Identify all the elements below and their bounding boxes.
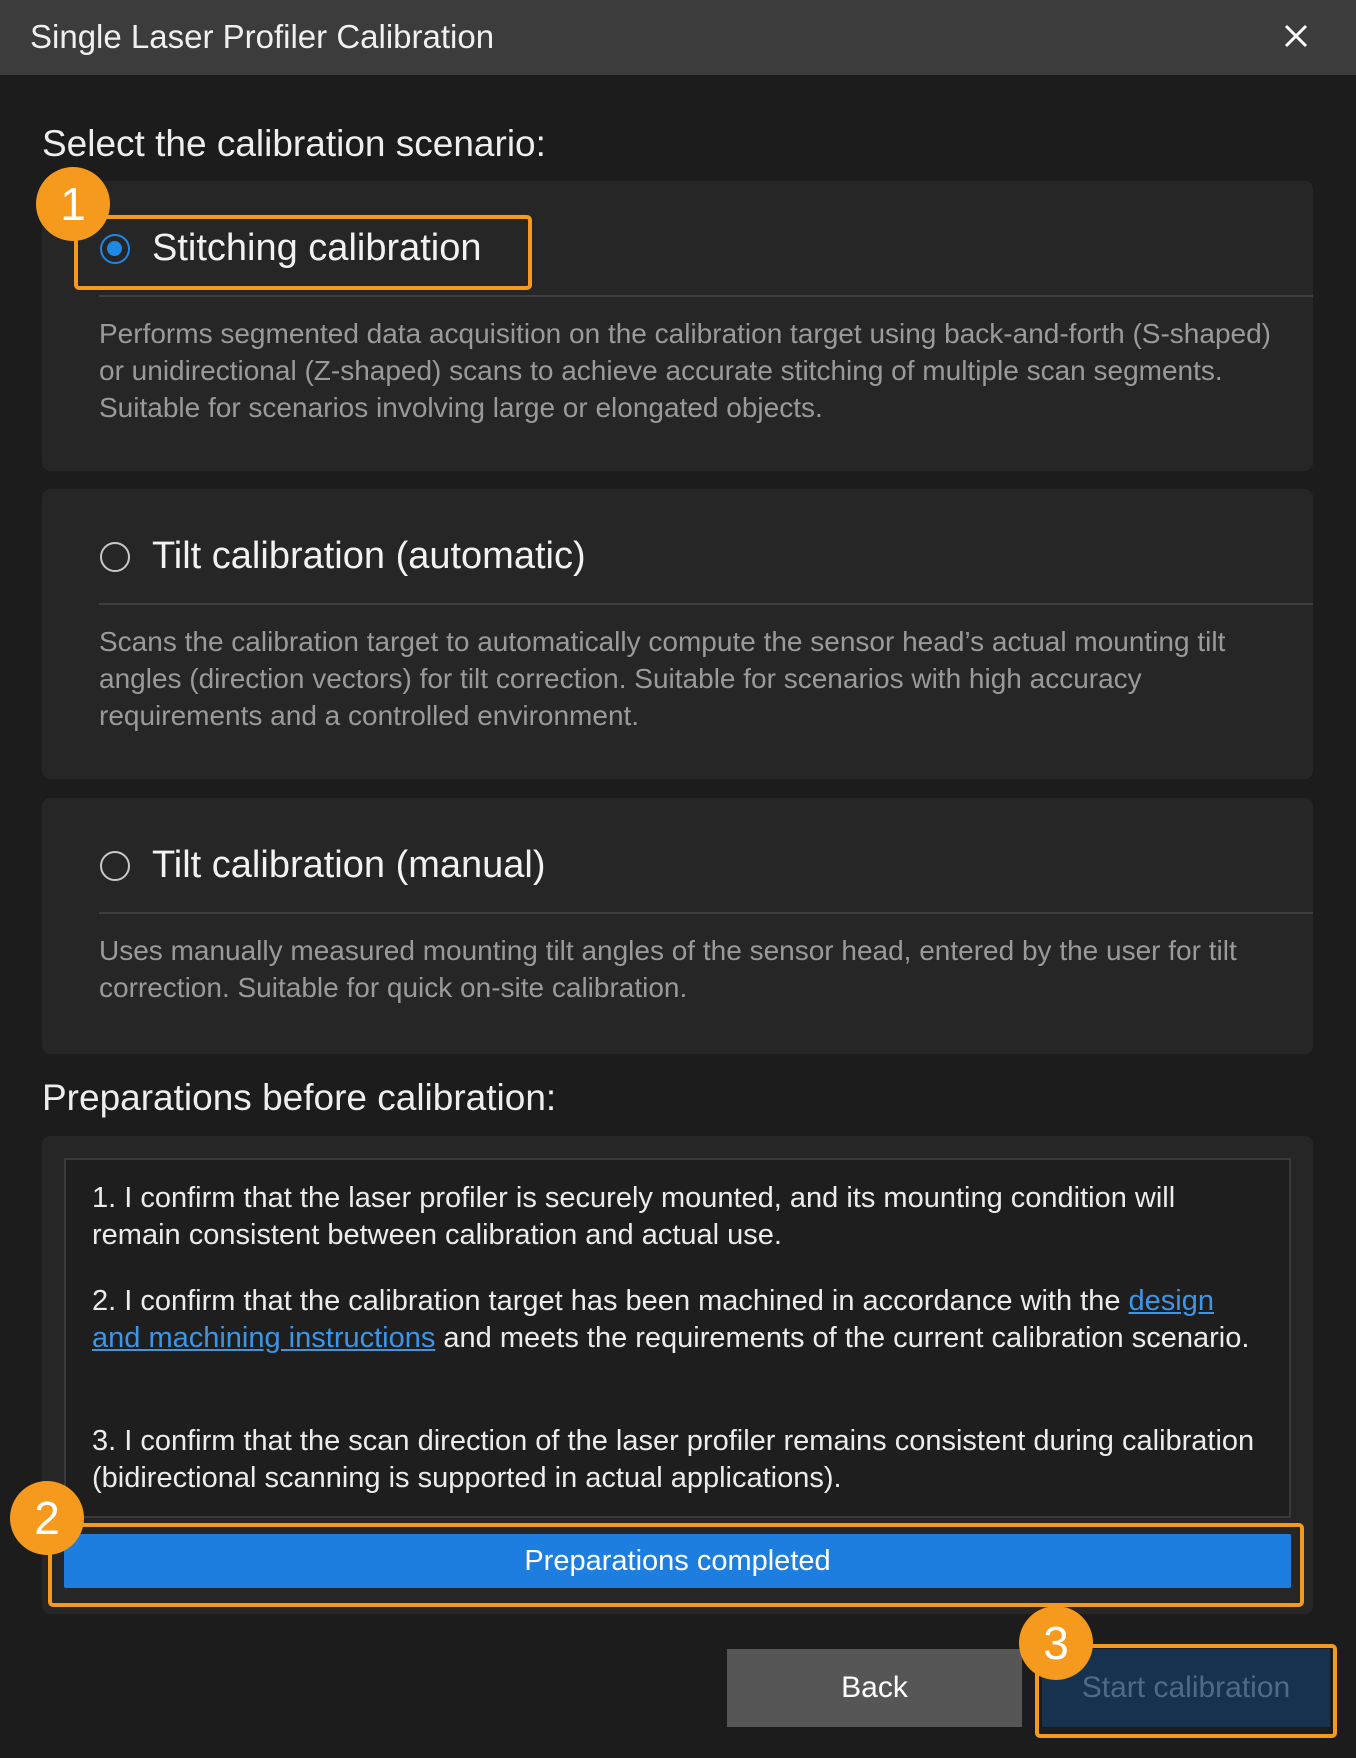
preparation-item-2 [92,1283,1267,1357]
start-calibration-button[interactable]: Start calibration [1042,1649,1330,1727]
radio-tilt-automatic[interactable] [100,542,130,572]
card-divider [99,295,1313,297]
back-button[interactable]: Back [727,1649,1022,1727]
callout-highlight-1 [74,215,532,290]
scenario-card-tilt-manual[interactable] [42,798,1313,1054]
scenario-heading: Select the calibration scenario: [42,123,546,164]
option-label-tilt-automatic[interactable]: Tilt calibration (automatic) [152,535,586,577]
preparation-item-2-suffix: and meets the requirements of the current calibration scenario. [435,1322,1250,1354]
preparations-heading: Preparations before calibration: [42,1077,557,1118]
dialog-content [0,75,1356,1758]
title-bar [0,0,1356,75]
option-description-tilt-manual: Uses manually measured mounting tilt angles of the sensor head, entered by the user for tilt correction. Suitable for quick on-site calibration. [99,935,1237,1003]
preparations-text-box [64,1158,1291,1518]
design-instructions-link[interactable]: design and machining instructions [92,1285,1215,1354]
preparation-item-3: 3. I confirm that the scan direction of the laser profiler remains consistent during calibration (bidirectional scanning is supported in actual applications). [92,1425,1255,1494]
option-description-tilt-automatic: Scans the calibration target to automatically compute the sensor head’s actual mounting tilt angles (direction vectors) for tilt correction. Suitable for scenarios with high accuracy requirements and a controlled environment. [99,626,1226,731]
callout-badge-1: 1 [36,167,110,241]
option-label-stitching[interactable]: Stitching calibration [152,227,482,269]
close-icon[interactable] [1278,18,1314,54]
preparation-item-1: 1. I confirm that the laser profiler is securely mounted, and its mounting condition will remain consistent between calibration and actual use. [92,1182,1176,1251]
preparations-completed-button[interactable]: Preparations completed [64,1534,1291,1588]
option-label-tilt-manual[interactable]: Tilt calibration (manual) [152,844,546,886]
callout-highlight-2 [48,1523,1304,1607]
window-title: Single Laser Profiler Calibration [30,18,495,55]
card-divider [99,603,1313,605]
preparation-item-2-prefix: 2. I confirm that the calibration target has been machined in accordance with the [92,1285,1129,1317]
callout-badge-3: 3 [1019,1606,1093,1680]
callout-badge-2: 2 [10,1481,84,1555]
scenario-card-tilt-automatic[interactable] [42,489,1313,779]
option-description-stitching: Performs segmented data acquisition on the calibration target using back-and-forth (S-shaped) or unidirectional (Z-shaped) scans to achieve accurate stitching of multiple scan segments. Suitable for scenarios involving large or elongated objects. [99,318,1271,423]
card-divider [99,912,1313,914]
radio-tilt-manual[interactable] [100,851,130,881]
